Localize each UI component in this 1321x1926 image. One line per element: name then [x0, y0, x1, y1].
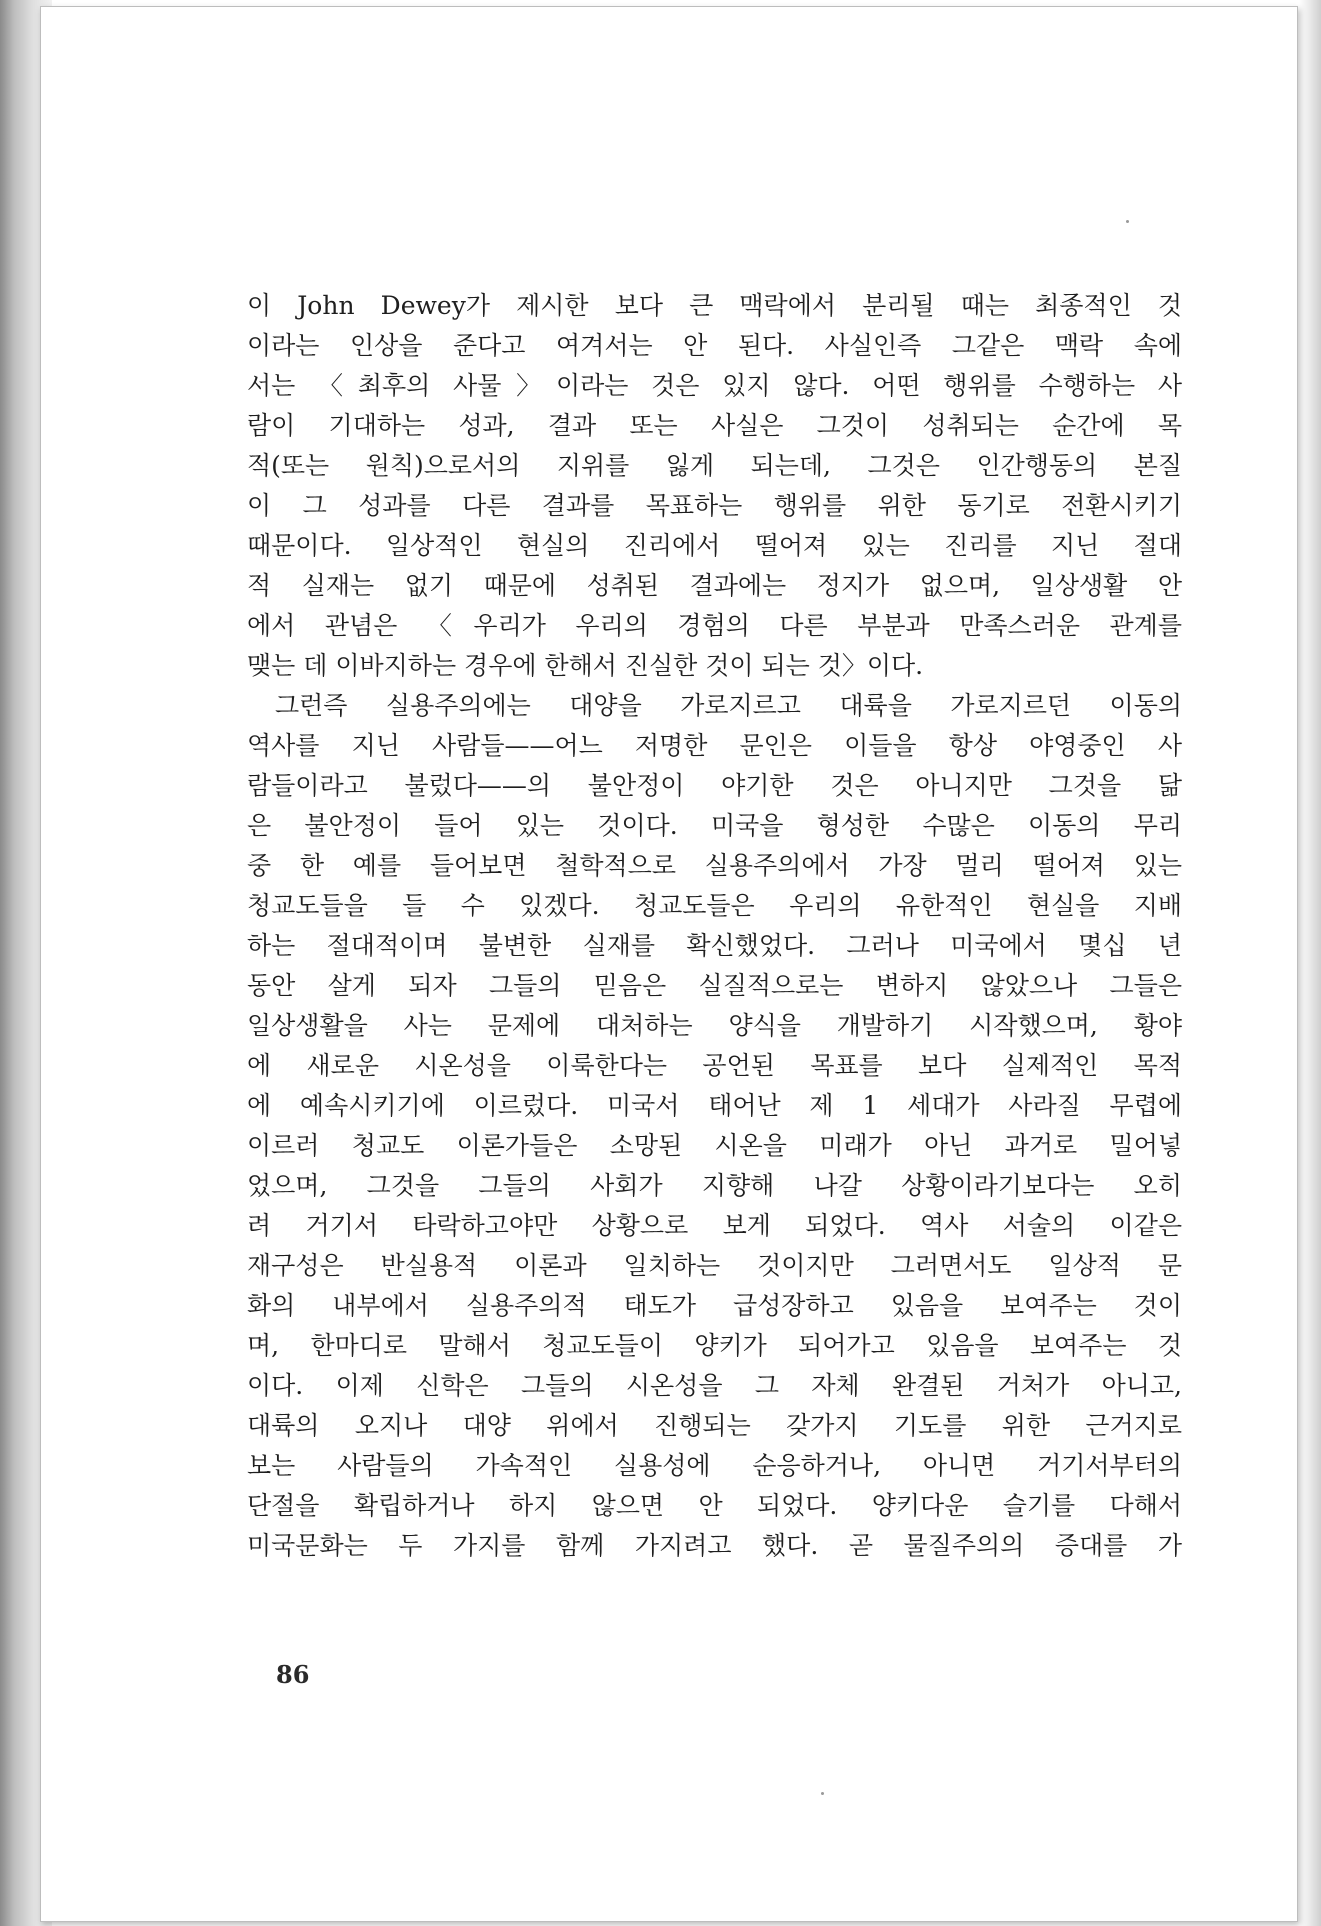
- text-line: 청교도들을 들 수 있겠다. 청교도들은 우리의 유한적인 현실을 지배: [247, 891, 1182, 920]
- text-line: 역사를 지닌 사람들——어느 저명한 문인은 이들을 항상 야영중인 사: [247, 731, 1182, 760]
- scan-speck: [1126, 220, 1129, 223]
- text-line: 단절을 확립하거나 하지 않으면 안 되었다. 양키다운 슬기를 다해서: [247, 1491, 1182, 1520]
- text-line: 그런즉 실용주의에는 대양을 가로지르고 대륙을 가로지르던 이동의: [275, 691, 1182, 720]
- text-line: 화의 내부에서 실용주의적 태도가 급성장하고 있음을 보여주는 것이: [247, 1291, 1182, 1320]
- text-line: 미국문화는 두 가지를 함께 가지려고 했다. 곧 물질주의의 증대를 가: [247, 1531, 1182, 1560]
- text-line: 동안 살게 되자 그들의 믿음은 실질적으로는 변하지 않았으나 그들은: [247, 971, 1182, 1000]
- text-line: 에서 관념은 〈우리가 우리의 경험의 다른 부분과 만족스러운 관계를: [247, 611, 1182, 640]
- page-number: 86: [276, 1660, 310, 1689]
- text-line: 이다. 이제 신학은 그들의 시온성을 그 자체 완결된 거처가 아니고,: [247, 1371, 1182, 1400]
- text-line: 대륙의 오지나 대양 위에서 진행되는 갖가지 기도를 위한 근거지로: [247, 1411, 1182, 1440]
- text-line: 이라는 인상을 준다고 여겨서는 안 된다. 사실인즉 그같은 맥락 속에: [247, 331, 1182, 360]
- page-edge-shadow: [1299, 0, 1321, 1926]
- scan-speck: [821, 1792, 824, 1795]
- text-line: 하는 절대적이며 불변한 실재를 확신했었다. 그러나 미국에서 몇십 년: [247, 931, 1182, 960]
- text-line: 며, 한마디로 말해서 청교도들이 양키가 되어가고 있음을 보여주는 것: [247, 1331, 1182, 1360]
- text-line: 람들이라고 불렀다——의 불안정이 야기한 것은 아니지만 그것을 닮: [247, 771, 1182, 800]
- text-line: 일상생활을 사는 문제에 대처하는 양식을 개발하기 시작했으며, 황야: [247, 1011, 1182, 1040]
- text-line: 람이 기대하는 성과, 결과 또는 사실은 그것이 성취되는 순간에 목: [247, 411, 1182, 440]
- text-line: 서는 〈최후의 사물〉이라는 것은 있지 않다. 어떤 행위를 수행하는 사: [247, 371, 1182, 400]
- text-line: 에 새로운 시온성을 이룩한다는 공언된 목표를 보다 실제적인 목적: [247, 1051, 1182, 1080]
- text-line: 적 실재는 없기 때문에 성취된 결과에는 정지가 없으며, 일상생활 안: [247, 571, 1182, 600]
- text-line: 때문이다. 일상적인 현실의 진리에서 떨어져 있는 진리를 지닌 절대: [247, 531, 1182, 560]
- text-line: 재구성은 반실용적 이론과 일치하는 것이지만 그러면서도 일상적 문: [247, 1251, 1182, 1280]
- text-line: 이르러 청교도 이론가들은 소망된 시온을 미래가 아닌 과거로 밀어넣: [247, 1131, 1182, 1160]
- body-text: [247, 286, 1182, 1566]
- text-line: 었으며, 그것을 그들의 사회가 지향해 나갈 상황이라기보다는 오히: [247, 1171, 1182, 1200]
- text-line: 은 불안정이 들어 있는 것이다. 미국을 형성한 수많은 이동의 무리: [247, 811, 1182, 840]
- text-line: 려 거기서 타락하고야만 상황으로 보게 되었다. 역사 서술의 이같은: [247, 1211, 1182, 1240]
- text-line: 맺는 데 이바지하는 경우에 한해서 진실한 것이 되는 것〉이다.: [247, 651, 924, 680]
- text-line: 에 예속시키기에 이르렀다. 미국서 태어난 제 1 세대가 사라질 무렵에: [247, 1091, 1182, 1120]
- text-line: 적(또는 원칙)으로서의 지위를 잃게 되는데, 그것은 인간행동의 본질: [247, 451, 1182, 480]
- text-line: 이 John Dewey가 제시한 보다 큰 맥락에서 분리될 때는 최종적인 것: [247, 291, 1182, 320]
- text-line: 이 그 성과를 다른 결과를 목표하는 행위를 위한 동기로 전환시키기: [247, 491, 1182, 520]
- text-line: 보는 사람들의 가속적인 실용성에 순응하거나, 아니면 거기서부터의: [247, 1451, 1182, 1480]
- text-line: 중 한 예를 들어보면 철학적으로 실용주의에서 가장 멀리 떨어져 있는: [247, 851, 1182, 880]
